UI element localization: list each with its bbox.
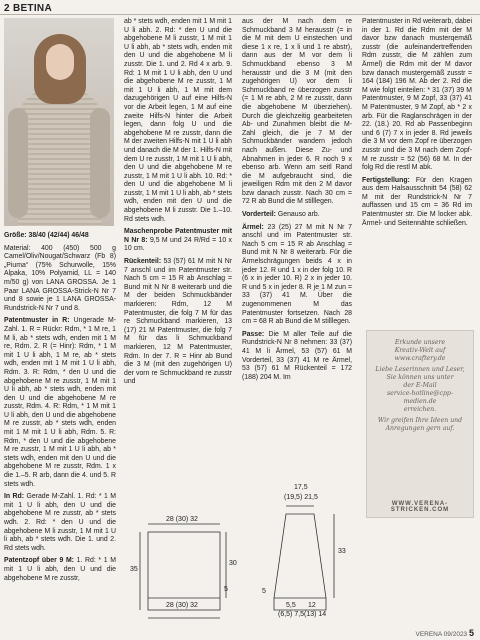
magazine-name: VERENA xyxy=(415,631,442,638)
ad-line: Liebe Leserinnen und Leser, xyxy=(375,366,465,373)
patent-text: 1. Rd: * 1 M mit 1 U li abh, den U und die abgehobene M re zusstr, xyxy=(4,557,116,582)
patent-title: Patentzopf über 9 M: xyxy=(4,557,74,565)
ad-link[interactable]: www.craftery.de xyxy=(394,355,446,362)
round-title: In Rd: xyxy=(4,493,25,501)
body-bottom-width: 28 (30) 32 xyxy=(166,602,198,609)
col2-text: ab * stets wdh, enden mit 1 M mit 1 U li abh. 2. Rd: * den U und die abgehobene M li zusstr, 1 M mit 1 U li abh, ab * stets wdh, enden mit den U und die abgehobene M li zusstr. Die 1. und 2. Rd 4 x arb. 9. Rd: 1 M mit 1 U li abh, den U und die abgehobene M re zusstr, 1 M mit 1 U li abh, 1 M mit dem dazugehörigen U auf eine Hilfs-N vor die Arbeit legen, 1 M auf eine zweite Hilfs-N hinter die Arbeit legen, dann folg U und die abgehobene M re zusstr, dann die M der zweiten Hilfs-N mit 1 U li abh und danach die M der 1. Hilfs-N mit dem U re zusstr, 1 M mit 1 U li abh, den U und die abgehobene M re zusstr, 1 M mit 1 U li abh. 10. Rd: * den U und die abgehobene M li zusstr, 1 M mit 1 U li abh, ab * stets wdh, enden mit den U und die abgehobene M li zusstr. Die 1.–10. Rd stets wdh. xyxy=(124,18,232,223)
ad-line: Kreativ-Welt auf xyxy=(394,347,446,354)
back-text: 53 (57) 61 M mit N Nr 7 anschl und im Patentmuster str. Nach 5 cm = 15 R ab Anschlag = Bund mit N Nr 8 weiterarb und die M der beiden Schmuckbänder markieren: Rdm, 12 M Patentmuster, die folg 7 M für das re Schmuckband markieren, 13 (17) 21 M Patentmuster, die folg 7 M für das li Schmuckband markieren, 12 M Patentmuster, Rdm. In der 7. R = Hinr ab Bund die 3 M (mit den zugehörigen U) der vorn re Schmuckband re zusstr und xyxy=(124,258,232,386)
col3-text: aus der M nach dem re Schmuckband 3 M herausstr (= in die M mit dem U einstechen und diese 1 x re, 1 x li und 1 re abstr), dann aus der M vor dem li Schmuckband ebenso 3 M herausstr und die 3 M (mit den zugehörigen U) vor dem li Schmuckband re überzogen zusstr (= 1 M re abh, 2 M re zusstr, dann die abgehobene M überziehen). Durch die gleichzeitig gearbeiteten Ab- und Zunahmen bleibt die M-Zahl gleich, die je 7 M der Schmuckbänder wandern jedoch nach außen. Diese Zu- und Abnahmen in jeder 6. R noch 9 x ebenso arb. Wenn am seitl Rand die M aufgebraucht sind, die jeweiligen Rdm mit den 2 M davor bzw danach zusstr. Nach 30 cm = 72 R ab Bund die M stilllegen. xyxy=(242,18,352,206)
sleeve-top-width-2: (19,5) 21,5 xyxy=(284,494,318,501)
gauge-title: Maschenprobe Patentmuster mit N Nr 8: xyxy=(124,228,232,244)
col4-text: Patentmuster in Rd weiterarb, dabei in der 1. Rd die Rdm mit der M davor bzw danach musterqemäß zusstr (die aufeinandertreffenden Rdm zusstr, die M zählen zum Ärmel) die Rdm mit der M davor bzw danach mustergemäß zusstr = 164 (184) 196 M. Ab der 2. Rd die M wie folgt einteilen: * 31 (37) 39 M Patentmuster, 9 M Zopf, 33 (37) 41 M Patentmuster, 9 M Zopf, ab * 2 x arb. Für die Raglanschrägen in der 22. (18.) 20. Rd ab Passenbeginn und 6 (7) 7 x in jeder 8. Rd jeweils die 3 M vor dem Zopf re überzogen zusstr und die 3 M nach dem Zopf-M re zusstr = 52 (56) 68 M. In der folg Rd die restl M abk. xyxy=(362,18,472,172)
sleeve-top-width: 17,5 xyxy=(294,484,308,491)
page-number: 5 xyxy=(468,628,474,638)
body-band: 5 xyxy=(224,586,228,593)
ad-line: Wir greifen Ihre Ideen und xyxy=(377,417,463,424)
sleeve-bottom-d: (13) 14 xyxy=(304,611,327,618)
back-title: Rückenteil: xyxy=(124,258,162,266)
page-header: 2 BETINA xyxy=(4,3,52,14)
ad-line: Sie können uns unter xyxy=(386,374,454,381)
ad-line: erreichen. xyxy=(403,406,437,413)
sleeve-bottom-c: 12 xyxy=(308,602,316,609)
sleeve-height: 33 xyxy=(338,548,346,555)
ad-url[interactable]: WWW.VERENA-STRICKEN.COM xyxy=(390,501,450,513)
front-title: Vorderteil: xyxy=(242,211,276,219)
sleeve-outline xyxy=(274,514,326,610)
ad-line: Anregungen gern auf. xyxy=(385,425,455,432)
pattern-text: Ungerade M-Zahl. 1. R = Rückr: Rdm, * 1 M re, 1 M li, ab * stets wdh, enden mit 1 M re, Rdm. 2. R (= Hinr): Rdm, * 1 M mit 1 U li abh, 1 M re, ab * stets wdh, enden mit 1 M mit 1 U li abh, Rdm. 3. R: Rdm, * den U und die abgehobene M re zusstr, 1 M mit 1 U li abh, ab * stets wdh, enden mit den U und die abgehobene M re zusstr, Rdm. 4. R: Rdm, * 1 M mit 1 U li abh, den U und die abgehobene M re zusstr, ab * stets wdh, enden mit 1 M mit 1 U li abh, Rdm. 5. R: Rdm, * den U und die abgehobene M re zusstr, 1 M mit 1 U li abh, ab * stets wdh, enden mit den U und die abgehobene M re zusstr, Rdm. 1 x die 1.–5. R arb, dann die 4. und 5. R stets wdh. xyxy=(4,317,117,488)
sleeve-title: Ärmel: xyxy=(242,223,264,231)
sleeve-bottom-a: 5,5 xyxy=(286,602,296,609)
ad-email[interactable]: service-hotline@cpp-medien.de xyxy=(387,390,453,405)
finish-title: Fertigstellung: xyxy=(362,176,410,184)
sleeve-band: 5 xyxy=(262,588,266,595)
body-top-width: 28 (30) 32 xyxy=(166,516,198,523)
ad-line: der E-Mail xyxy=(403,382,437,389)
sizes-text: Größe: 38/40 (42/44) 46/48 xyxy=(4,232,89,239)
sleeve-text: 23 (25) 27 M mit N Nr 7 anschl und im Patentmuster str. Nach 5 cm = 15 R ab Anschlag = Bund mit N Nr 8 weiterarb. Für die Ärmelschrägungen beids 4 x in jeder 12. R und 1 x in der folg 10. R (6 x in jeder 10. R) 2 x in jeder 10. R und 5 x in jeder 8. R je 1 M zun = 33 (37) 41 M. Über die zugenommenen M das Patentmuster fortsetzen. Nach 28 cm = 68 R ab Bund die M stilllegen. xyxy=(242,223,352,326)
yoke-text: Die M aller Teile auf die Rundstrick-N Nr 8 nehmen: 33 (37) 41 M li Ärmel, 53 (57) 61 M Vorderteil, 33 (37) 41 M re Ärmel, 53 (57) 61 M Rückenteil = 172 (188) 204 M. Im xyxy=(242,330,352,381)
page-footer xyxy=(415,628,474,638)
sleeve-bottom-b: (6,5) 7,5 xyxy=(278,611,305,618)
ad-line: Erkunde unsere xyxy=(394,339,446,346)
material-text: Material: 400 (450) 500 g Camel/Oliv/Nougat/Schwarz (Fb 8) „Piuma“ (75% Schurwolle, 15% Alpaka, 10% Polyamid, LL = 140 m/50 g) von LANA GROSSA. Je 1 Paar LANA GROSSA-Strick-N Nr 7 und 8 sowie je 1 LANA GROSSA-Rundstrick-N Nr 7 und 8. xyxy=(4,244,116,312)
body-height-left: 35 xyxy=(130,566,138,573)
gauge-text: 9,5 M und 24 R/Rd = 10 x 10 cm. xyxy=(124,236,233,253)
front-text: Genauso arb. xyxy=(277,211,320,219)
pattern-title: Patentmuster in R: xyxy=(4,317,70,325)
yoke-title: Passe: xyxy=(242,330,265,338)
body-height-right: 30 xyxy=(229,560,237,567)
round-text: Gerade M-Zahl. 1. Rd: * 1 M mit 1 U li abh, den U und die abgehobene M re zusstr, ab * stets wdh. 2. Rd: * den U und die abgehobene M li zusstr, 1 M mit 1 U li abh, ab * stets wdh. Die 1. und 2. Rd stets wdh. xyxy=(4,493,116,552)
issue: 09/2023 xyxy=(443,631,468,638)
finish-text: Für den Kragen aus dem Halsausschnitt 54 (58) 62 M mit der Rundstrick-N Nr 7 auffassen und 15 cm = 36 Rd im Patentmuster str. Die M locker abk. Ärmel- und Seitennähte schließen. xyxy=(362,176,472,227)
